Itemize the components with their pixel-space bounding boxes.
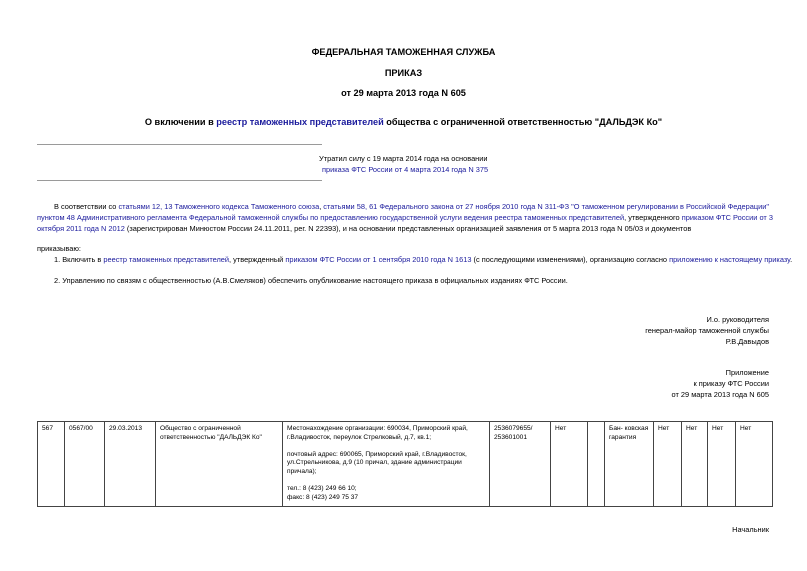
signature-title: И.о. руководителя: [706, 315, 769, 324]
appendix-label: Приложение: [725, 368, 769, 377]
item-2: 2. Управлению по связям с общественностью (А.В.Смеляков) обеспечить опубликование настоящего приказа в официальных изданиях ФТС России.: [54, 276, 568, 285]
title-prefix: О включении в: [144, 117, 217, 127]
admin-regulation-link[interactable]: пунктом 48 Административного регламента Федеральной таможенной службы по предоставлению государственной услуги ведения реестра таможенных представителей: [37, 213, 625, 222]
cell-no-1: Нет: [551, 422, 588, 507]
signature-rank: генерал-майор таможенной службы: [645, 326, 769, 335]
cell-no-2: Нет: [654, 422, 682, 507]
cell-date: 29.03.2013: [105, 422, 156, 507]
cell-num: 567: [38, 422, 65, 507]
status-link[interactable]: [322, 165, 488, 174]
phone: тел.: 8 (423) 249 66 10;: [287, 484, 357, 492]
preamble-line-3: [37, 224, 691, 233]
fts-order-link-part1[interactable]: приказом ФТС России от 3: [681, 213, 773, 222]
legal-address: Местонахождение организации: 690034, Приморский край, г.Владивосток, переулок Стрелковый, д.7, кв.1;: [287, 425, 468, 441]
federal-law-link[interactable]: статьями 58, 61 Федерального закона от 27 ноября 2010 года N 311-ФЗ "О таможенном регулировании в Российской Федерации": [323, 202, 769, 211]
item1-appendix-link[interactable]: приложению к настоящему приказу: [669, 255, 791, 264]
preamble-registration: (зарегистрирован Минюстом России 24.11.2011, рег. N 22393), и на основании представленных организацией заявления от 5 марта 2013 года N 05/03 и документов: [124, 224, 692, 233]
separator-top: [37, 144, 322, 145]
doc-title: [0, 117, 807, 127]
table-row: [38, 422, 773, 507]
doc-date-number: от 29 марта 2013 года N 605: [341, 88, 466, 98]
cell-org-name: Общество с ограниченной ответственностью "ДАЛЬДЭК Ко": [156, 422, 283, 507]
repeal-order-link[interactable]: приказа ФТС России от 4 марта 2014 года N 375: [322, 165, 489, 174]
cell-no-4: Нет: [708, 422, 736, 507]
cell-empty: [588, 422, 605, 507]
agency-name: ФЕДЕРАЛЬНАЯ ТАМОЖЕННАЯ СЛУЖБА: [311, 47, 496, 57]
title-registry-link[interactable]: реестр таможенных представителей: [216, 117, 384, 127]
preamble-line-2: [37, 213, 773, 222]
preamble-line-1: [54, 202, 769, 211]
status-line: Утратил силу с 19 марта 2014 года на основании: [319, 154, 488, 163]
appendix-ref: к приказу ФТС России: [693, 379, 769, 388]
item1-registry-link[interactable]: реестр таможенных представителей: [103, 255, 230, 264]
cell-address: [283, 422, 490, 507]
preamble-mid: , утвержденного: [624, 213, 682, 222]
preamble-prefix: В соответствии со: [54, 202, 119, 211]
fax: факс: 8 (423) 249 75 37: [287, 493, 359, 501]
fts-order-link-part2[interactable]: октября 2011 года N 2012: [37, 224, 125, 233]
order-word: приказываю:: [37, 244, 81, 253]
postal-address: почтовый адрес: 690065, Приморский край, г.Владивосток, ул.Стрельникова, д.9 (10 причал, здание администрации причала);: [287, 450, 467, 476]
cell-inn: 2536079655/ 253601001: [490, 422, 551, 507]
item1-mid2: (с последующими изменениями), организацию согласно: [471, 255, 670, 264]
item1-end: .: [790, 255, 793, 264]
item1-mid1: , утвержденный: [229, 255, 286, 264]
item1-order-link[interactable]: приказом ФТС России от 1 сентября 2010 года N 1613: [285, 255, 472, 264]
customs-code-link[interactable]: статьями 12, 13 Таможенного кодекса Таможенного союза: [118, 202, 320, 211]
appendix-date: от 29 марта 2013 года N 605: [671, 390, 769, 399]
footer-word: Начальник: [732, 525, 769, 534]
item-1: [54, 255, 792, 264]
cell-reg-no: 0567/00: [65, 422, 105, 507]
separator-bottom: [37, 180, 322, 181]
signature-name: Р.В.Давыдов: [725, 337, 769, 346]
preamble-sep: ,: [319, 202, 324, 211]
title-suffix: общества с ограниченной ответственностью "ДАЛЬДЭК Ко": [383, 117, 663, 127]
cell-guarantee: Бан- ковская гарантия: [605, 422, 654, 507]
cell-no-3: Нет: [682, 422, 708, 507]
doc-type: ПРИКАЗ: [384, 68, 423, 78]
registry-table: [37, 421, 773, 507]
item1-prefix: 1. Включить в: [54, 255, 104, 264]
cell-no-5: Нет: [736, 422, 773, 507]
